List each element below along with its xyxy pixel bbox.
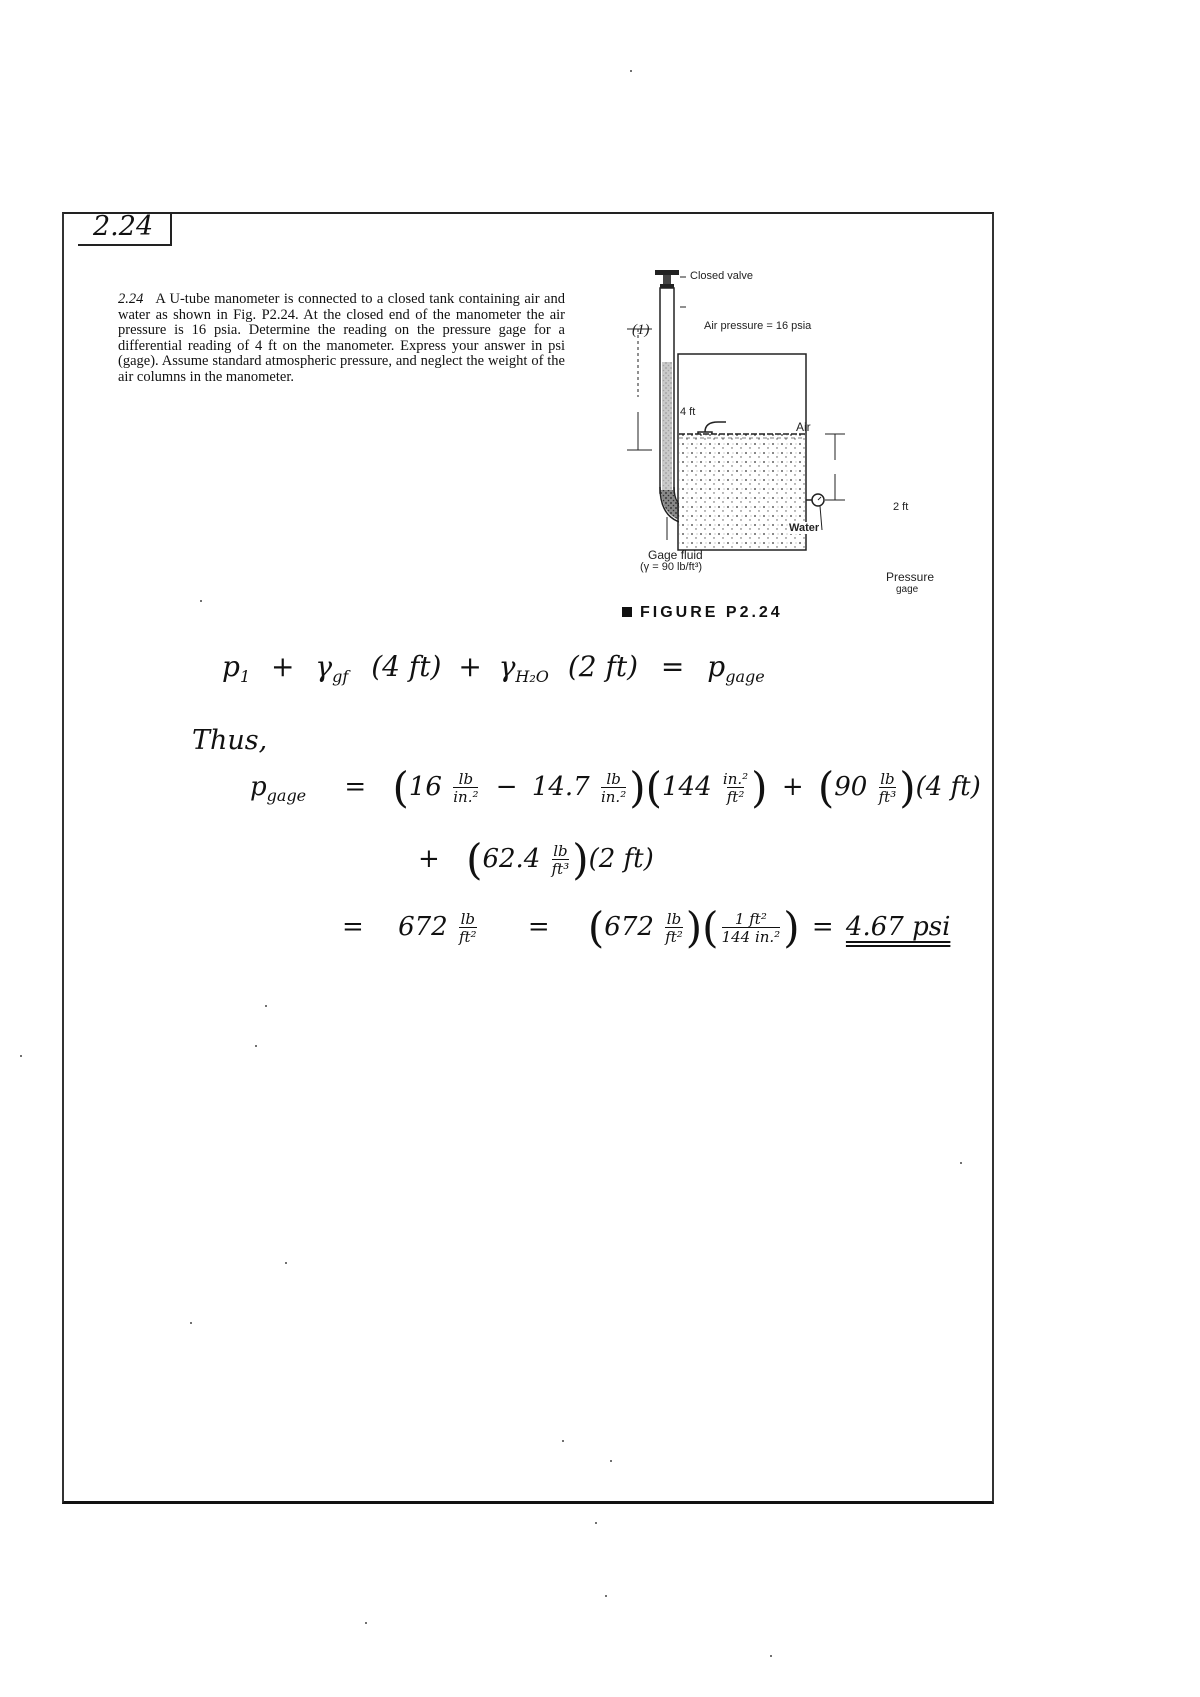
value-90: 90 [834,772,868,802]
close-paren: ) [685,903,703,952]
open-paren: ( [587,903,605,952]
equals-sign-2: = [527,912,550,942]
unit-lb-per-ft2-b [665,911,683,945]
closed-valve-label: Closed valve [690,270,753,282]
unit-lb-per-in2-b [601,771,626,805]
air-pressure-label: Air pressure = 16 psia [704,320,812,332]
unit-lb-per-ft3 [552,843,570,877]
air-label: Air [796,420,811,434]
height-term: (4 ft) [371,650,442,683]
scan-speck [605,1595,607,1597]
gamma-gf-subscript: gf [332,667,349,686]
p-gage-lhs: p [250,772,267,802]
final-answer: 4.67 psi [845,912,951,942]
scan-speck [960,1162,962,1164]
problem-body: A U-tube manometer is connected to a closed tank containing air and water as shown in Fig. P2.24. At the closed end of the manometer the air pressure is 16 psia. Determine the reading on the pressure gage for a differential reading of 4 ft on the manometer. Express your answer in psi (gage). Assume standard atmospheric pressure, and neglect the weight of the air columns in the manometer. [118,291,565,385]
problem-statement [118,292,565,385]
depth-term: (2 ft) [567,650,638,683]
unit-denominator: in.² [453,788,479,806]
conversion-numerator: 1 ft² [734,910,767,928]
gage-fluid-label: Gage fluid [648,548,703,562]
equals-sign: = [660,650,685,683]
conversion-factor [722,911,781,945]
gamma-water-symbol: γ [498,650,516,683]
open-paren: ( [645,763,662,812]
plus-sign: + [271,650,295,683]
dimension-4ft [627,329,652,450]
value-62-4: 62.4 [482,844,541,874]
equation-line-1 [222,650,765,686]
scan-speck [285,1262,287,1264]
scan-speck [200,600,202,602]
unit-numerator: lb [458,770,474,788]
figure-caption-text: FIGURE P2.24 [640,604,783,621]
gamma-gf-symbol: γ [315,650,333,683]
close-paren: ) [783,903,800,952]
p1-symbol: p [222,650,240,683]
value-14-7: 14.7 [531,772,590,802]
unit-lb-per-in2 [453,771,478,805]
value-672: 672 [398,912,448,942]
unit-denominator: in.² [600,788,627,806]
close-paren: ) [572,835,589,884]
pressure-gage [806,494,824,506]
unit-denominator: ft³ [878,788,897,806]
value-672-b: 672 [604,912,654,942]
equation-line-4 [342,903,951,952]
unit-numerator: lb [666,910,682,928]
scan-speck [20,1055,22,1057]
unit-denominator: ft² [458,928,477,946]
caption-bullet [622,607,632,617]
pressure-gage-label-2: gage [896,584,919,595]
scan-speck [595,1522,597,1524]
minus-sign: − [495,772,518,802]
equals-sign-3: = [811,912,834,942]
unit-denominator: ft² [726,788,745,806]
dimension-2ft [825,434,845,500]
equation-line-3 [418,835,654,884]
water-label: Water [789,522,820,534]
unit-numerator: lb [880,770,895,788]
depth-2ft-label: 2 ft [893,501,909,513]
p-gage-lhs-subscript: gage [266,786,307,805]
gamma-water-subscript: H₂O [515,667,549,686]
scan-speck [265,1005,267,1007]
scan-speck [770,1655,772,1657]
height-4ft-label: 4 ft [680,406,696,418]
unit-in2-per-ft2 [723,771,748,805]
thus-label: Thus, [192,725,268,756]
pressure-gage-label: Pressure [886,570,935,584]
unit-lb-per-ft2 [459,911,477,945]
equals-sign: = [344,772,367,802]
conversion-denominator: 144 in.² [721,928,781,946]
point-1-label: (1) [632,322,650,338]
equation-line-2 [250,763,981,812]
open-paren: ( [466,835,483,884]
open-paren: ( [392,763,409,812]
scan-speck [630,70,632,72]
open-paren: ( [817,763,835,812]
value-144: 144 [662,772,712,802]
scan-speck [610,1460,612,1462]
term-4ft: (4 ft) [915,772,981,802]
unit-numerator: lb [553,842,568,860]
scan-speck [365,1622,367,1624]
term-2ft: (2 ft) [588,844,654,874]
unit-denominator: ft³ [551,860,570,878]
unit-numerator: lb [460,910,475,928]
p1-subscript: 1 [239,667,251,686]
unit-lb-per-ft3 [879,771,897,805]
closed-tank [678,354,806,550]
open-paren: ( [702,903,719,952]
equals-sign: = [342,912,364,942]
close-paren: ) [899,763,916,812]
unit-denominator: ft² [665,928,683,946]
plus-sign: + [781,772,804,802]
problem-tab-label: 2.24 [78,212,172,246]
figure-caption [622,604,783,622]
plus-sign: + [418,844,440,874]
value-16: 16 [408,772,442,802]
closed-valve [655,270,679,288]
gage-fluid-gamma: (γ = 90 lb/ft³) [640,561,703,573]
unit-numerator: lb [606,770,621,788]
scan-speck [190,1322,192,1324]
scan-speck [255,1045,257,1047]
p-gage-subscript: gage [725,667,765,686]
close-paren: ) [751,763,768,812]
p-gage-symbol: p [707,650,726,683]
close-paren: ) [629,763,646,812]
problem-number: 2.24 [118,291,144,307]
unit-numerator: in.² [722,770,749,788]
scan-speck [562,1440,564,1442]
plus-sign-2: + [458,650,482,683]
